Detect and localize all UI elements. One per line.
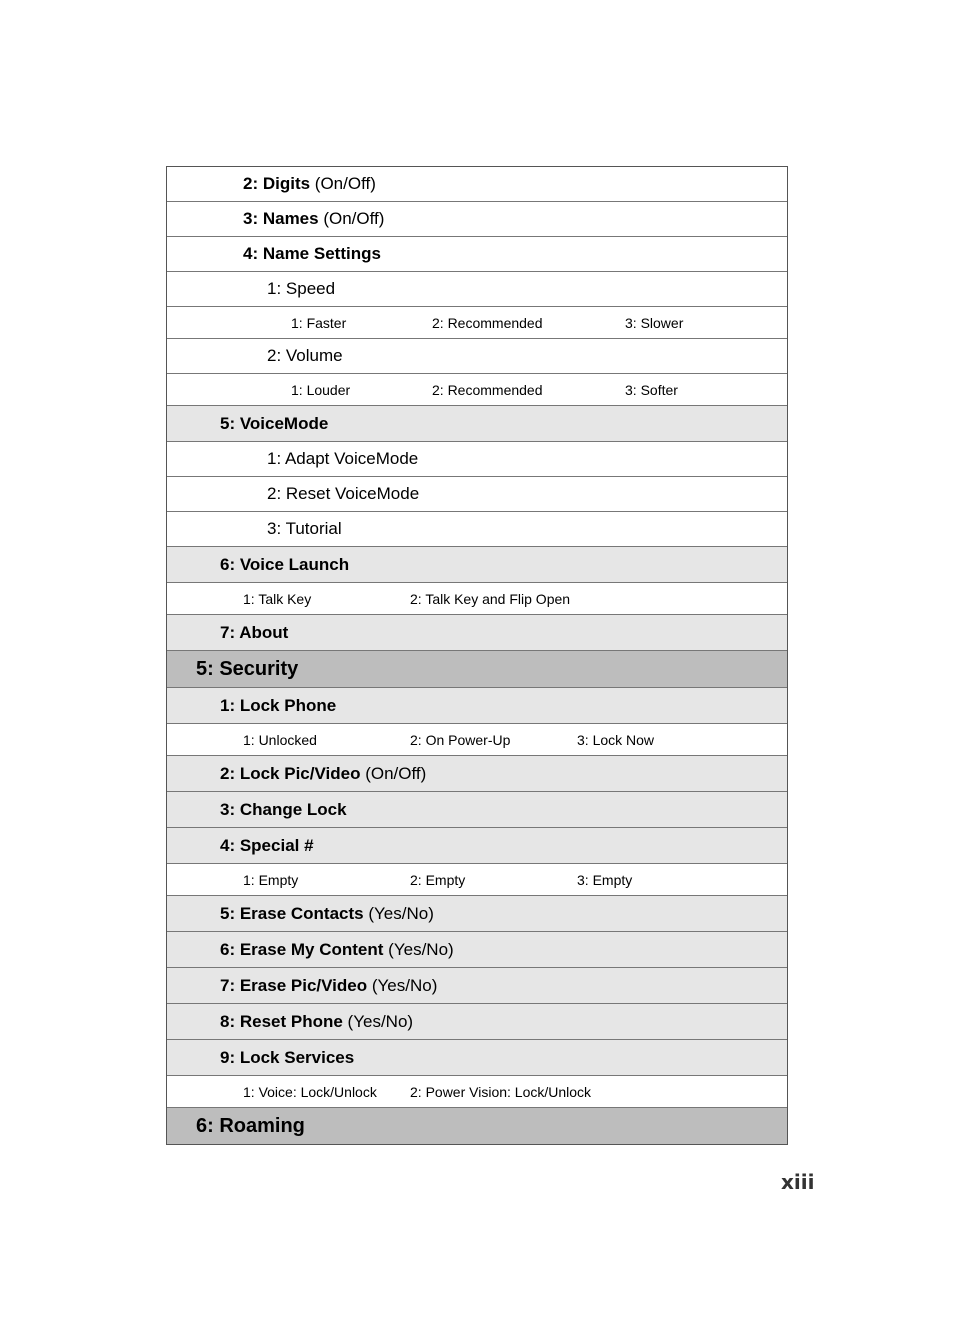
option-item: 2: Power Vision: Lock/Unlock [410, 1083, 592, 1100]
menu-row-reset-phone [167, 1003, 787, 1039]
menu-item-label: 7: About [220, 622, 289, 642]
menu-item-label: 6: Erase My Content (Yes/No) [220, 939, 454, 959]
menu-row-speed [167, 271, 787, 306]
menu-item-label: 2: Lock Pic/Video (On/Off) [220, 763, 427, 783]
option-item: 1: Talk Key [243, 590, 312, 607]
option-item: 1: Voice: Lock/Unlock [243, 1083, 377, 1100]
menu-item-label: 2: Reset VoiceMode [267, 484, 420, 503]
menu-item-label: 1: Lock Phone [220, 695, 337, 715]
option-row-volume [167, 373, 787, 405]
menu-row-name-settings [167, 236, 787, 271]
option-item: 1: Unlocked [243, 731, 317, 748]
menu-item-label: 9: Lock Services [220, 1047, 355, 1067]
menu-row-lock-pic-video [167, 755, 787, 791]
menu-item-label: 5: Security [196, 657, 299, 680]
menu-row-change-lock [167, 791, 787, 827]
option-item: 2: On Power-Up [410, 731, 511, 748]
menu-row-lock-phone [167, 687, 787, 723]
menu-row-erase-pic-video [167, 967, 787, 1003]
menu-row-erase-contacts [167, 895, 787, 931]
option-item: 1: Empty [243, 871, 299, 888]
option-item: 3: Slower [625, 314, 684, 331]
option-item: 2: Talk Key and Flip Open [410, 590, 571, 607]
menu-item-label: 3: Names (On/Off) [243, 209, 385, 228]
option-row-lock-services [167, 1075, 787, 1107]
menu-row-tutorial [167, 511, 787, 546]
menu-item-label: 1: Speed [267, 279, 336, 298]
menu-item-label: 7: Erase Pic/Video (Yes/No) [220, 975, 438, 995]
menu-row-security [167, 650, 787, 687]
menu-table [166, 166, 788, 1145]
menu-item-label: 5: Erase Contacts (Yes/No) [220, 903, 434, 923]
option-row-voice-launch [167, 582, 787, 614]
menu-row-adapt-voicemode [167, 441, 787, 476]
menu-item-label: 8: Reset Phone (Yes/No) [220, 1011, 414, 1031]
option-item: 3: Empty [577, 871, 633, 888]
menu-row-about [167, 614, 787, 650]
menu-row-special-number [167, 827, 787, 863]
menu-row-lock-services [167, 1039, 787, 1075]
menu-row-volume [167, 338, 787, 373]
menu-item-label: 5: VoiceMode [220, 413, 329, 433]
option-item: 3: Softer [625, 381, 678, 398]
menu-item-label: 2: Digits (On/Off) [243, 174, 376, 193]
menu-row-digits [167, 167, 787, 201]
option-item: 3: Lock Now [577, 731, 655, 748]
menu-item-label: 1: Adapt VoiceMode [267, 449, 419, 468]
menu-row-erase-my-content [167, 931, 787, 967]
option-item: 2: Recommended [432, 314, 543, 331]
menu-row-roaming [167, 1107, 787, 1144]
option-item: 1: Faster [291, 314, 347, 331]
menu-item-label: 6: Voice Launch [220, 554, 350, 574]
option-row-special-number [167, 863, 787, 895]
option-item: 1: Louder [291, 381, 351, 398]
menu-row-names [167, 201, 787, 236]
option-item: 2: Empty [410, 871, 466, 888]
menu-item-label: 4: Special # [220, 835, 314, 855]
menu-item-label: 3: Change Lock [220, 799, 347, 819]
menu-row-reset-voicemode [167, 476, 787, 511]
menu-row-voicemode [167, 405, 787, 441]
menu-item-label: 4: Name Settings [243, 244, 381, 263]
menu-item-label: 3: Tutorial [267, 519, 342, 538]
option-row-speed [167, 306, 787, 338]
menu-item-label: 6: Roaming [196, 1114, 305, 1137]
menu-row-voice-launch [167, 546, 787, 582]
option-item: 2: Recommended [432, 381, 543, 398]
menu-item-label: 2: Volume [267, 346, 343, 365]
page-number: xiii [781, 1170, 815, 1194]
option-row-lock-phone [167, 723, 787, 755]
